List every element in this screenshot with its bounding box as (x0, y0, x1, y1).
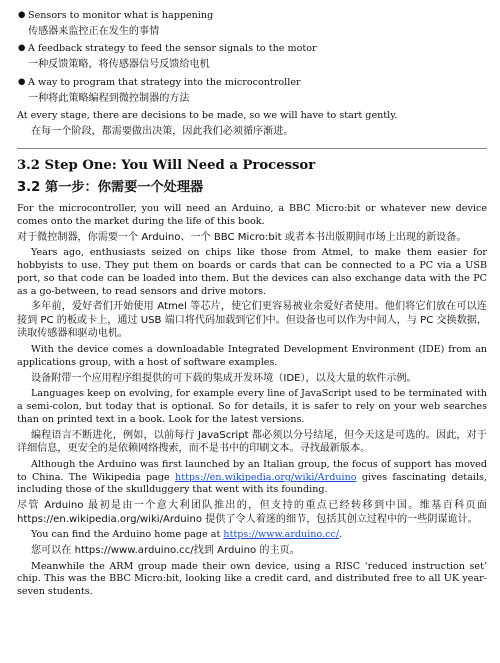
list-item (17, 43, 487, 71)
paragraph-3-zh: 设备附带一个应用程序组提供的可下载的集成开发环境（IDE），以及大量的软件示例。 (31, 372, 417, 384)
paragraph-4-en: Languages keep on evolving, for example every line of JavaScript used to be terminated with a semi-colon, but today that is optional. So for details, it is safer to rely on your web searches than on printed text in a book. Look for the latest versions. (17, 388, 487, 425)
document-page (17, 10, 487, 599)
bullet-icon: ● (18, 10, 26, 20)
paragraph-6-text-b: . (339, 529, 343, 541)
bullet-icon: ● (18, 43, 26, 54)
section-heading-en: 3.2 Step One: You Will Need a Processor (17, 158, 316, 174)
paragraph-7-en: Meanwhile the ARM group made their own device, using a RISC ‘reduced instruction set’ chip. This was the BBC Micro:bit, looking like a credit card, and distributed free to all UK year-seven students. (17, 560, 487, 598)
list-item-zh: 传感器来监控正在发生的事情 (28, 25, 160, 37)
paragraph-1-zh: 对于微控制器，你需要一个 Arduino、一个 BBC Micro:bit 或者本书出版期间市场上出现的新设备。 (17, 231, 467, 243)
list-item-en: A way to program that strategy into the microcontroller (28, 76, 301, 88)
list-item (17, 10, 487, 38)
paragraph-2-en: Years ago, enthusiasts seized on chips like those from Atmel, to make them easier for hobbyists to use. They put them on boards or cards that can be connected to a PC via a USB port, so that code can be loaded into them. But the devices can also exchange data with the PC as a go-between, to read sensors and drive motors. (17, 247, 487, 297)
section-divider (17, 148, 487, 149)
paragraph-6-en (17, 529, 487, 542)
paragraph-5-en (17, 459, 487, 498)
list-item-zh: 一种反馈策略，将传感器信号反馈给电机 (28, 59, 210, 71)
paragraph-6-zh: 您可以在 https://www.arduino.cc/找到 Arduino 的主页。 (31, 545, 300, 557)
paragraph-4-zh: 编程语言不断进化，例如，以前每行 JavaScript 都必须以分号结尾，但今天这是可选的。因此，对于详细信息，更安全的是依赖网络搜索，而不是书中的印刷文本。寻找最新版本。 (17, 429, 487, 455)
paragraph-5-text-a: Although the Arduino was first launched by an Italian group, the focus of support has moved to China. The Wikipedia page (17, 458, 487, 483)
list-item (17, 77, 487, 105)
intro-en: At every stage, there are decisions to be made, so we will have to start gently. (17, 110, 398, 122)
section-heading-zh: 3.2 第一步：你需要一个处理器 (17, 180, 204, 196)
paragraph-6-text-a: You can find the Arduino home page at (31, 529, 224, 541)
wikipedia-link[interactable]: https://en.wikipedia.org/wiki/Arduino (175, 471, 357, 483)
requirements-list (17, 10, 487, 105)
list-item-zh: 一种将此策略编程到微控制器的方法 (28, 92, 190, 104)
paragraph-1-en: For the microcontroller, you will need an Arduino, a BBC Micro:bit or whatever new device comes onto the market during the life of this book. (17, 202, 487, 227)
bullet-icon: ● (18, 76, 26, 87)
paragraph-2-zh: 多年前，爱好者们开始使用 Atmel 等芯片，使它们更容易被业余爱好者使用。他们将它们放在可以连接到 PC 的板或卡上，通过 USB 端口将代码加载到它们中。但设备也可以作为中间人，与 PC 交换数据，读取传感器和驱动电机。 (17, 301, 487, 340)
intro-zh: 在每一个阶段，都需要做出决策，因此我们必须循序渐进。 (31, 125, 294, 137)
paragraph-5-zh: 尽管 Arduino 最初是由一个意大利团队推出的，但支持的重点已经转移到中国。维基百科页面 https://en.wikipedia.org/wiki/Arduino 提供了令人着迷的细节，包括其创立过程中的一些阴谋诡计。 (17, 500, 487, 525)
arduino-home-link[interactable]: https://www.arduino.cc/ (223, 529, 340, 541)
paragraph-3-en: With the device comes a downloadable Integrated Development Environment (IDE) from an applications group, with a host of software examples. (17, 343, 487, 368)
list-item-en: A feedback strategy to feed the sensor signals to the motor (28, 43, 317, 55)
list-item-en: Sensors to monitor what is happening (28, 10, 214, 21)
paragraph-5-text-b: gives fascinating details, including those of the skullduggery that went with its founding. (17, 471, 487, 496)
